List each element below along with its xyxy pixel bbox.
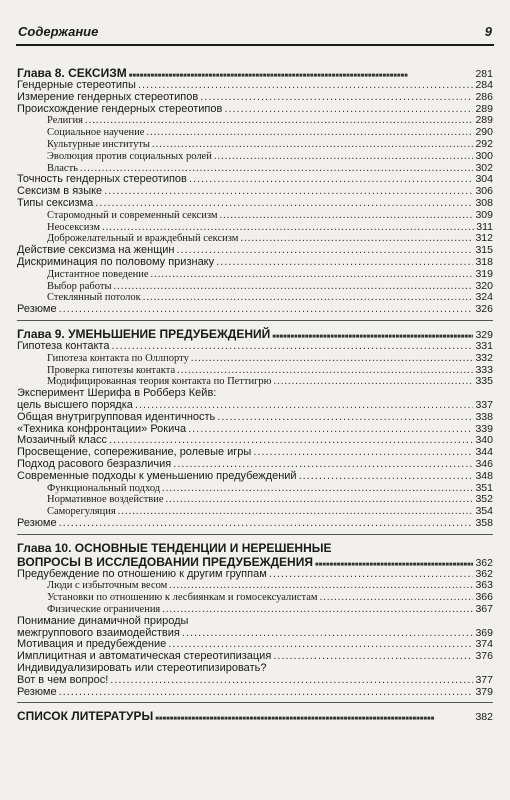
entry-title: Резюме bbox=[17, 516, 57, 529]
entry-page-number: 329 bbox=[475, 328, 493, 341]
entry-title: Происхождение гендерных стереотипов bbox=[17, 102, 223, 115]
entry-page-number: 354 bbox=[475, 505, 493, 518]
entry-page-number: 300 bbox=[475, 149, 493, 162]
toc-chapter-entry bbox=[17, 709, 493, 723]
leader-dots bbox=[162, 483, 473, 495]
entry-title: Нормативное воздействие bbox=[47, 494, 164, 506]
leader-dots bbox=[151, 269, 474, 281]
entry-title: Люди с избыточным весом bbox=[47, 580, 168, 592]
entry-title: Физические ограничения bbox=[47, 604, 161, 616]
entry-title: Гипотеза контакта по Оллпорту bbox=[47, 352, 189, 364]
leader-dots bbox=[191, 353, 474, 365]
toc-entry bbox=[17, 341, 493, 353]
entry-title: Имплицитная и автоматическая стереотипизация bbox=[17, 650, 272, 663]
entry-title: Общая внутригрупповая идентичность bbox=[17, 410, 216, 423]
entry-page-number: 377 bbox=[475, 673, 493, 686]
entry-page-number: 315 bbox=[475, 244, 493, 257]
entry-title: Резюме bbox=[17, 303, 57, 316]
toc-subentry bbox=[17, 127, 493, 139]
toc-subentry bbox=[17, 269, 493, 281]
entry-page-number: 306 bbox=[475, 185, 493, 198]
section-divider bbox=[17, 534, 493, 535]
leader-dots bbox=[135, 400, 474, 412]
entry-title: Точность гендерных стереотипов bbox=[17, 173, 187, 186]
entry-title: Власть bbox=[47, 162, 78, 174]
entry-page-number: 352 bbox=[475, 493, 493, 506]
leader-dots bbox=[224, 104, 473, 116]
leader-dots bbox=[217, 412, 473, 424]
entry-title: Модифицированная теория контакта по Петтигрю bbox=[47, 376, 272, 388]
leader-dots bbox=[59, 518, 474, 530]
leader-dots bbox=[146, 127, 473, 139]
leader-dots bbox=[110, 675, 473, 687]
entry-title: Глава 10. ОСНОВНЫЕ ТЕНДЕНЦИИ И НЕРЕШЕННЫЕ bbox=[17, 540, 332, 555]
entry-page-number: 309 bbox=[475, 208, 493, 221]
leader-dots bbox=[216, 257, 473, 269]
leader-dots bbox=[111, 341, 473, 353]
entry-title: Гипотеза контакта bbox=[17, 339, 110, 352]
leader-dots bbox=[95, 198, 473, 210]
toc-chapter-entry bbox=[17, 555, 493, 569]
entry-title: Неосексизм bbox=[47, 221, 100, 233]
header-title: Содержание bbox=[18, 24, 99, 39]
toc-subentry bbox=[17, 115, 493, 127]
toc-subentry bbox=[17, 353, 493, 365]
entry-title: Религия bbox=[47, 115, 83, 127]
entry-title: Мозаичный класс bbox=[17, 434, 107, 447]
entry-title: Доброжелательный и враждебный сексизм bbox=[47, 233, 239, 245]
toc-subentry bbox=[17, 222, 493, 234]
entry-page-number: 379 bbox=[475, 685, 493, 698]
entry-title: Стеклянный потолок bbox=[47, 292, 141, 304]
entry-title: Саморегуляция bbox=[47, 506, 116, 518]
leader-dots bbox=[155, 709, 473, 726]
entry-page-number: 302 bbox=[475, 161, 493, 174]
entry-title: Действие сексизма на женщин bbox=[17, 244, 175, 257]
header-page-number: 9 bbox=[484, 24, 492, 39]
entry-title: Дистантное поведение bbox=[47, 268, 149, 280]
leader-dots bbox=[188, 424, 473, 436]
entry-page-number: 311 bbox=[476, 220, 493, 233]
leader-dots bbox=[240, 233, 473, 245]
entry-title: Мотивация и предубеждение bbox=[17, 638, 167, 651]
entry-page-number: 289 bbox=[475, 102, 493, 115]
entry-page-number: 351 bbox=[475, 481, 493, 494]
entry-page-number: 286 bbox=[475, 90, 493, 103]
toc-entry bbox=[17, 104, 493, 116]
toc-entry bbox=[17, 687, 493, 699]
toc-entry bbox=[17, 675, 493, 687]
entry-page-number: 318 bbox=[475, 255, 493, 268]
entry-page-number: 319 bbox=[475, 267, 493, 280]
toc-entry bbox=[17, 92, 493, 104]
entry-page-number: 374 bbox=[475, 638, 493, 651]
toc-chapter-entry bbox=[17, 541, 493, 555]
toc-subentry bbox=[17, 139, 493, 151]
toc-entry bbox=[17, 518, 493, 530]
entry-page-number: 335 bbox=[475, 375, 493, 388]
toc-subentry bbox=[17, 592, 493, 604]
entry-page-number: 320 bbox=[475, 279, 493, 292]
entry-title: Измерение гендерных стереотипов bbox=[17, 90, 199, 103]
leader-dots bbox=[176, 245, 473, 257]
toc-entry bbox=[17, 569, 493, 581]
toc-subentry bbox=[17, 506, 493, 518]
leader-dots bbox=[143, 292, 474, 304]
leader-dots bbox=[59, 304, 474, 316]
leader-dots bbox=[253, 447, 473, 459]
entry-page-number: 346 bbox=[475, 457, 493, 470]
toc-section bbox=[17, 66, 493, 316]
entry-page-number: 284 bbox=[475, 79, 493, 91]
entry-title: Подход расового безразличия bbox=[17, 457, 172, 470]
entry-page-number: 289 bbox=[475, 114, 493, 127]
leader-dots bbox=[85, 115, 473, 127]
entry-title: Резюме bbox=[17, 685, 57, 698]
toc-subentry bbox=[17, 292, 493, 304]
entry-page-number: 281 bbox=[475, 68, 493, 80]
entry-page-number: 308 bbox=[475, 196, 493, 209]
entry-title: Старомодный и современный сексизм bbox=[47, 209, 218, 221]
leader-dots bbox=[177, 365, 473, 377]
entry-title: Понимание динамичной природы bbox=[17, 614, 189, 627]
entry-page-number: 339 bbox=[475, 422, 493, 435]
entry-title: ВОПРОСЫ В ИССЛЕДОВАНИИ ПРЕДУБЕЖДЕНИЯ bbox=[17, 554, 313, 569]
entry-title: Вот в чем вопрос! bbox=[17, 673, 109, 686]
entry-page-number: 340 bbox=[475, 434, 493, 447]
entry-title: Выбор работы bbox=[47, 280, 112, 292]
header-rule bbox=[16, 44, 494, 46]
entry-title: Социальное научение bbox=[47, 127, 145, 139]
leader-dots bbox=[299, 471, 474, 483]
toc-entry bbox=[17, 412, 493, 424]
entry-page-number: 338 bbox=[475, 410, 493, 423]
entry-page-number: 312 bbox=[475, 232, 493, 245]
entry-title: Индивидуализировать или стереотипизировать? bbox=[17, 662, 267, 675]
toc-entry bbox=[17, 616, 493, 628]
entry-title: «Техника конфронтации» Рокича bbox=[17, 422, 187, 435]
toc-section bbox=[17, 709, 493, 723]
entry-page-number: 344 bbox=[475, 446, 493, 459]
entry-title: Проверка гипотезы контакта bbox=[47, 364, 176, 376]
toc-section bbox=[17, 327, 493, 530]
leader-dots bbox=[273, 651, 473, 663]
leader-dots bbox=[182, 628, 474, 640]
toc-entry bbox=[17, 198, 493, 210]
leader-dots bbox=[219, 210, 473, 222]
leader-dots bbox=[118, 506, 474, 518]
entry-title: Глава 9. УМЕНЬШЕНИЕ ПРЕДУБЕЖДЕНИЙ bbox=[17, 326, 271, 341]
toc-subentry bbox=[17, 580, 493, 592]
leader-dots bbox=[173, 459, 473, 471]
toc-entry bbox=[17, 459, 493, 471]
entry-page-number: 369 bbox=[475, 626, 493, 639]
entry-page-number: 367 bbox=[475, 603, 493, 616]
toc-entry bbox=[17, 471, 493, 483]
leader-dots bbox=[102, 222, 474, 234]
entry-title: Предубеждение по отношению к другим группам bbox=[17, 567, 267, 580]
leader-dots bbox=[169, 580, 473, 592]
toc-entry bbox=[17, 257, 493, 269]
leader-dots bbox=[59, 687, 474, 699]
entry-page-number: 362 bbox=[475, 556, 493, 569]
table-of-contents bbox=[17, 66, 493, 723]
toc-subentry bbox=[17, 151, 493, 163]
leader-dots bbox=[152, 139, 473, 151]
entry-title: Эволюция против социальных ролей bbox=[47, 150, 212, 162]
leader-dots bbox=[166, 494, 474, 506]
entry-page-number: 290 bbox=[475, 126, 493, 139]
entry-title: Гендерные стереотипы bbox=[17, 79, 136, 91]
entry-page-number: 324 bbox=[475, 291, 493, 304]
entry-title: Дискриминация по половому признаку bbox=[17, 255, 215, 268]
leader-dots bbox=[269, 569, 474, 581]
entry-title: Глава 8. СЕКСИЗМ bbox=[17, 66, 127, 80]
entry-page-number: 332 bbox=[475, 351, 493, 364]
entry-page-number: 382 bbox=[475, 711, 493, 724]
entry-title: Функциональный подход bbox=[47, 482, 161, 494]
running-header bbox=[18, 24, 492, 46]
entry-page-number: 358 bbox=[475, 516, 493, 529]
section-divider bbox=[17, 320, 493, 321]
entry-title: СПИСОК ЛИТЕРАТУРЫ bbox=[17, 709, 154, 724]
entry-page-number: 292 bbox=[475, 137, 493, 150]
toc-subentry bbox=[17, 483, 493, 495]
entry-title: Сексизм в языке bbox=[17, 185, 103, 198]
leader-dots bbox=[104, 186, 473, 198]
entry-page-number: 304 bbox=[475, 173, 493, 186]
toc-subentry bbox=[17, 281, 493, 293]
section-divider bbox=[17, 702, 493, 703]
toc-entry bbox=[17, 304, 493, 316]
entry-title: Эксперимент Шерифа в Робберз Кейв: bbox=[17, 387, 217, 400]
entry-title: Современные подходы к уменьшению предубеждений bbox=[17, 469, 297, 482]
toc-chapter-entry bbox=[17, 327, 493, 341]
entry-page-number: 376 bbox=[475, 650, 493, 663]
entry-title: межгруппового взаимодействия bbox=[17, 626, 180, 639]
leader-dots bbox=[274, 376, 474, 388]
toc-chapter-entry bbox=[17, 66, 493, 80]
leader-dots bbox=[189, 174, 474, 186]
toc-subentry bbox=[17, 210, 493, 222]
entry-title: Просвещение, сопереживание, ролевые игры bbox=[17, 446, 252, 459]
toc-subentry bbox=[17, 494, 493, 506]
entry-title: Культурные институты bbox=[47, 138, 150, 150]
toc-subentry bbox=[17, 365, 493, 377]
entry-page-number: 348 bbox=[475, 469, 493, 482]
leader-dots bbox=[162, 604, 473, 616]
entry-title: Типы сексизма bbox=[17, 196, 94, 209]
entry-page-number: 362 bbox=[475, 567, 493, 580]
leader-dots bbox=[114, 281, 474, 293]
entry-title: цель высшего порядка bbox=[17, 398, 133, 411]
entry-page-number: 331 bbox=[475, 339, 493, 352]
entry-page-number: 366 bbox=[475, 591, 493, 604]
entry-page-number: 333 bbox=[475, 363, 493, 376]
leader-dots bbox=[320, 592, 474, 604]
leader-dots bbox=[200, 92, 473, 104]
toc-entry bbox=[17, 400, 493, 412]
entry-page-number: 363 bbox=[475, 579, 493, 592]
entry-page-number: 337 bbox=[475, 398, 493, 411]
entry-page-number: 326 bbox=[475, 303, 493, 316]
entry-title: Установки по отношению к лесбиянкам и гомосексуалистам bbox=[47, 592, 318, 604]
leader-dots bbox=[214, 151, 474, 163]
toc-section bbox=[17, 541, 493, 699]
